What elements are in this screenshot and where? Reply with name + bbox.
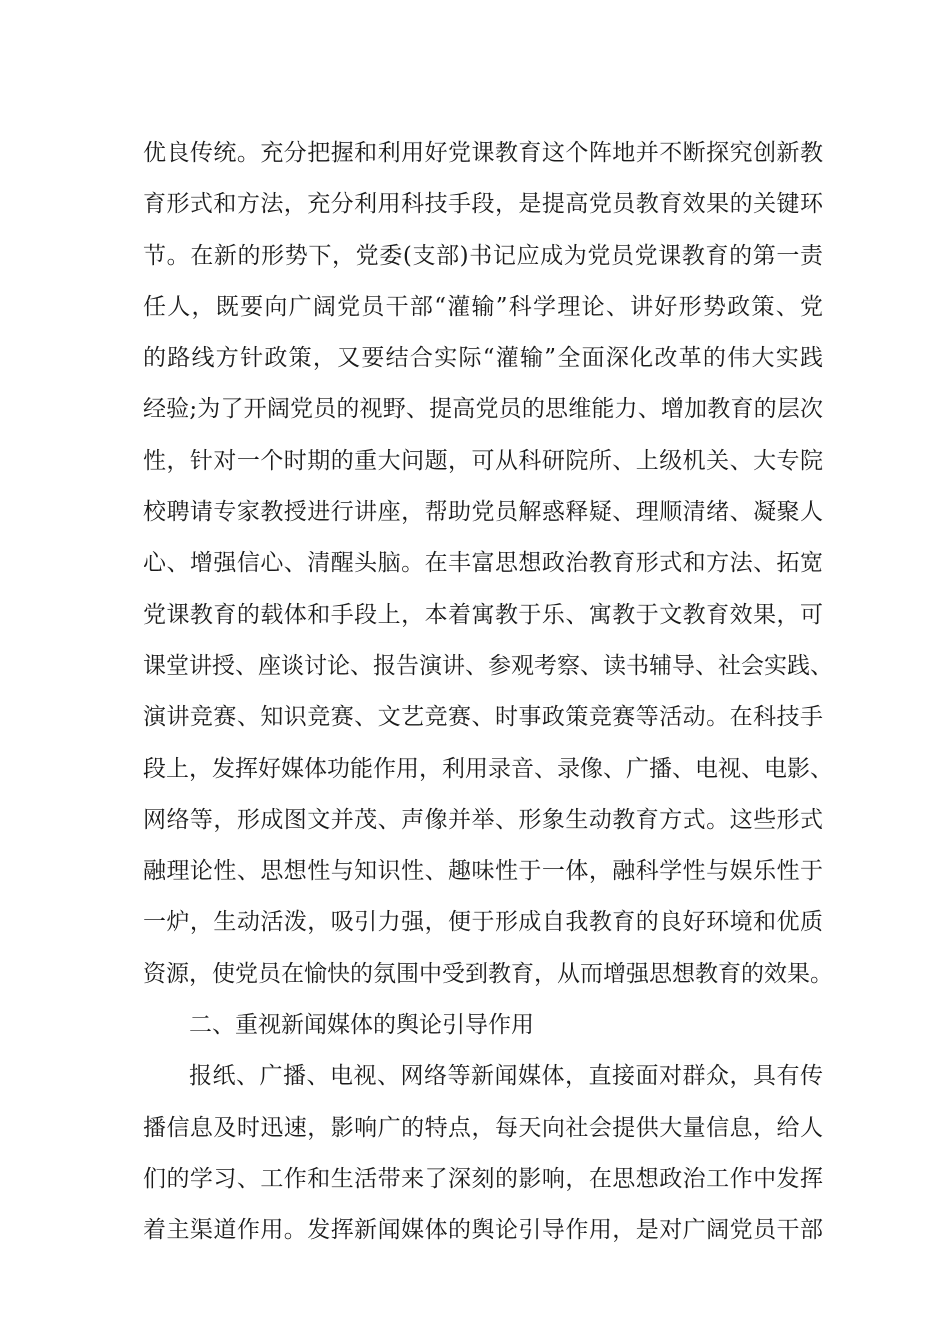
text-line-11: 课堂讲授、座谈讨论、报告演讲、参观考察、读书辅导、社会实践、 xyxy=(143,652,833,679)
text-line-5: 的路线方针政策，又要结合实际“灌输”全面深化改革的伟大实践 xyxy=(143,345,823,372)
text-line-10: 党课教育的载体和手段上，本着寓教于乐、寓教于文教育效果，可 xyxy=(143,601,823,628)
text-line-1: 优良传统。充分把握和利用好党课教育这个阵地并不断探究创新教 xyxy=(143,140,823,166)
text-line-2: 育形式和方法，充分利用科技手段，是提高党员教育效果的关键环 xyxy=(143,191,823,218)
text-line-4: 任人，既要向广阔党员干部“灌输”科学理论、讲好形势政策、党 xyxy=(143,293,823,320)
text-line-15: 融理论性、思想性与知识性、趣味性于一体，融科学性与娱乐性于 xyxy=(143,858,823,885)
text-line-16: 一炉，生动活泼，吸引力强，便于形成自我教育的良好环境和优质 xyxy=(143,909,823,936)
text-line-21: 们的学习、工作和生活带来了深刻的影响，在思想政治工作中发挥 xyxy=(143,1165,823,1192)
paragraph-last-line: 资源，使党员在愉快的氛围中受到教育，从而增强思想教育的效果。 xyxy=(143,960,833,987)
text-line-9: 心、增强信心、清醒头脑。在丰富思想政治教育形式和方法、拓宽 xyxy=(143,550,823,577)
body-text xyxy=(143,128,833,1257)
text-line-22: 着主渠道作用。发挥新闻媒体的舆论引导作用，是对广阔党员干部 xyxy=(143,1217,823,1244)
text-line-13: 段上，发挥好媒体功能作用，利用录音、录像、广播、电视、电影、 xyxy=(143,755,833,782)
section-heading: 二、重视新闻媒体的舆论引导作用 xyxy=(189,1012,534,1039)
text-line-7: 性，针对一个时期的重大问题，可从科研院所、上级机关、大专院 xyxy=(143,447,823,474)
text-line-19: 报纸、广播、电视、网络等新闻媒体，直接面对群众，具有传 xyxy=(189,1063,823,1090)
text-line-20: 播信息及时迅速，影响广的特点，每天向社会提供大量信息，给人 xyxy=(143,1114,823,1141)
text-line-12: 演讲竞赛、知识竞赛、文艺竞赛、时事政策竞赛等活动。在科技手 xyxy=(143,704,823,731)
text-line-6: 经验;为了开阔党员的视野、提高党员的思维能力、增加教育的层次 xyxy=(143,396,823,423)
text-line-8: 校聘请专家教授进行讲座，帮助党员解惑释疑、理顺清绪、凝聚人 xyxy=(143,499,823,526)
text-line-14: 网络等，形成图文并茂、声像并举、形象生动教育方式。这些形式 xyxy=(143,806,823,833)
text-line-3: 节。在新的形势下，党委(支部)书记应成为党员党课教育的第一责 xyxy=(143,242,823,269)
